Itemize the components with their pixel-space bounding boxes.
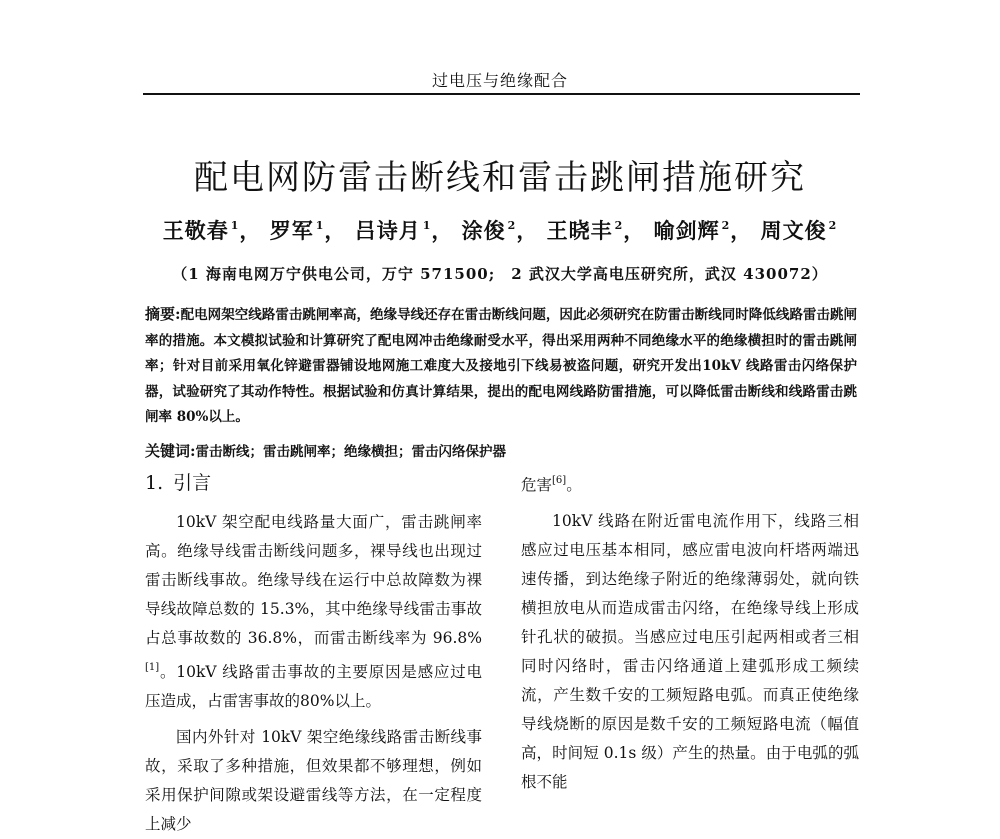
body-paragraph: 10kV 线路在附近雷电流作用下，线路三相感应过电压基本相同，感应雷电波向杆塔两端迅速传播，到达绝缘子附近的绝缘薄弱处，就向铁横担放电从而造成雷击闪络，在绝缘导线上形成针孔状的破损。当感应过电压引起两相或者三相同时闪络时，雷击闪络通道上建弧形成工频续流，产生数千安的工频短路电弧。而真正使绝缘导线烧断的原因是数千安的工频短路电流（幅值高，时间短 0.1s 级）产生的热量。由于电弧的弧根不能 — [521, 512, 859, 791]
citation-mark: [6] — [552, 475, 567, 486]
paragraph-text: 。 — [566, 476, 582, 494]
paragraph-text: 10kV 架空配电线路量大面广，雷击跳闸率高。绝缘导线雷击断线问题多，裸导线也出现过雷击断线事故。绝缘导线在运行中总故障数为裸导线故障总数的 15.3%，其中绝缘导线雷击事故占总事故数的 36.8%，而雷击断线率为 96.8% — [145, 513, 482, 647]
author-affiliation-mark: 2 — [507, 219, 517, 232]
author-affiliation-mark: 2 — [721, 219, 731, 232]
author-name: 涂俊 — [461, 218, 506, 243]
author-name: 罗军 — [269, 218, 314, 243]
section-number: 1. — [145, 472, 164, 494]
author-name: 喻剑辉 — [653, 218, 720, 243]
left-column — [145, 508, 482, 839]
author-affiliation-mark: 1 — [315, 219, 325, 232]
body-paragraph: 国内外针对 10kV 架空绝缘线路雷击断线事故，采取了多种措施，但效果都不够理想，例如采用保护间隙或架设避雷线等方法，在一定程度上减少 — [145, 728, 482, 833]
keywords-text: 雷击断线；雷击跳闸率；绝缘横担；雷击闪络保护器 — [195, 444, 507, 460]
abstract-label: 摘要: — [145, 305, 181, 323]
paragraph-text: 。10kV 线路雷击事故的主要原因是感应过电压造成，占雷害事故的80%以上。 — [145, 663, 482, 710]
header-rule — [143, 93, 860, 95]
affiliations: （1 海南电网万宁供电公司，万宁 571500; 2 武汉大学高电压研究所，武汉 430072） — [172, 265, 828, 283]
citation-mark: [1] — [145, 662, 160, 673]
right-column — [521, 466, 859, 797]
author-list: 王敬春 $^1$， 罗军 $^1$， 吕诗月 $^1$， 涂俊 $^2$， 王晓丰 $^2$， 喻剑辉 $^2$， 周文俊 $^2$ — [162, 218, 838, 243]
author-name: 吕诗月 — [354, 218, 421, 243]
abstract-text: 配电网架空线路雷击跳闸率高，绝缘导线还存在雷击断线问题，因此必须研究在防雷击断线同时降低线路雷击跳闸率的措施。本文模拟试验和计算研究了配电网冲击绝缘耐受水平，得出采用两种不同绝缘水平的绝缘横担时的雷击跳闸率；针对目前采用氧化锌避雷器铺设地网施工难度大及接地引下线易被盗问题，研究开发出10kV 线路雷击闪络保护器，试验研究了其动作特性。根据试验和仿真计算结果，提出的配电网线路防雷措施，可以降低雷击断线和线路雷击跳闸率 80%以上。 — [145, 307, 857, 425]
author-name: 周文俊 — [760, 218, 827, 243]
running-head: 过电压与绝缘配合 — [431, 71, 568, 90]
paragraph-text: 危害 — [521, 476, 553, 494]
author-name: 王晓丰 — [546, 218, 613, 243]
section-title: 引言 — [173, 472, 212, 494]
author-affiliation-mark: 1 — [230, 219, 240, 232]
author-name: 王敬春 — [162, 218, 229, 243]
author-affiliation-mark: 2 — [614, 219, 624, 232]
author-affiliation-mark: 2 — [828, 219, 838, 232]
abstract — [145, 302, 857, 431]
paper-title: 配电网防雷击断线和雷击跳闸措施研究 — [194, 158, 806, 198]
keywords-label: 关键词: — [145, 442, 196, 460]
body-paragraph — [145, 508, 482, 716]
body-paragraph — [521, 466, 859, 500]
keywords — [145, 440, 857, 461]
author-affiliation-mark: 1 — [422, 219, 432, 232]
section-heading — [145, 468, 211, 495]
